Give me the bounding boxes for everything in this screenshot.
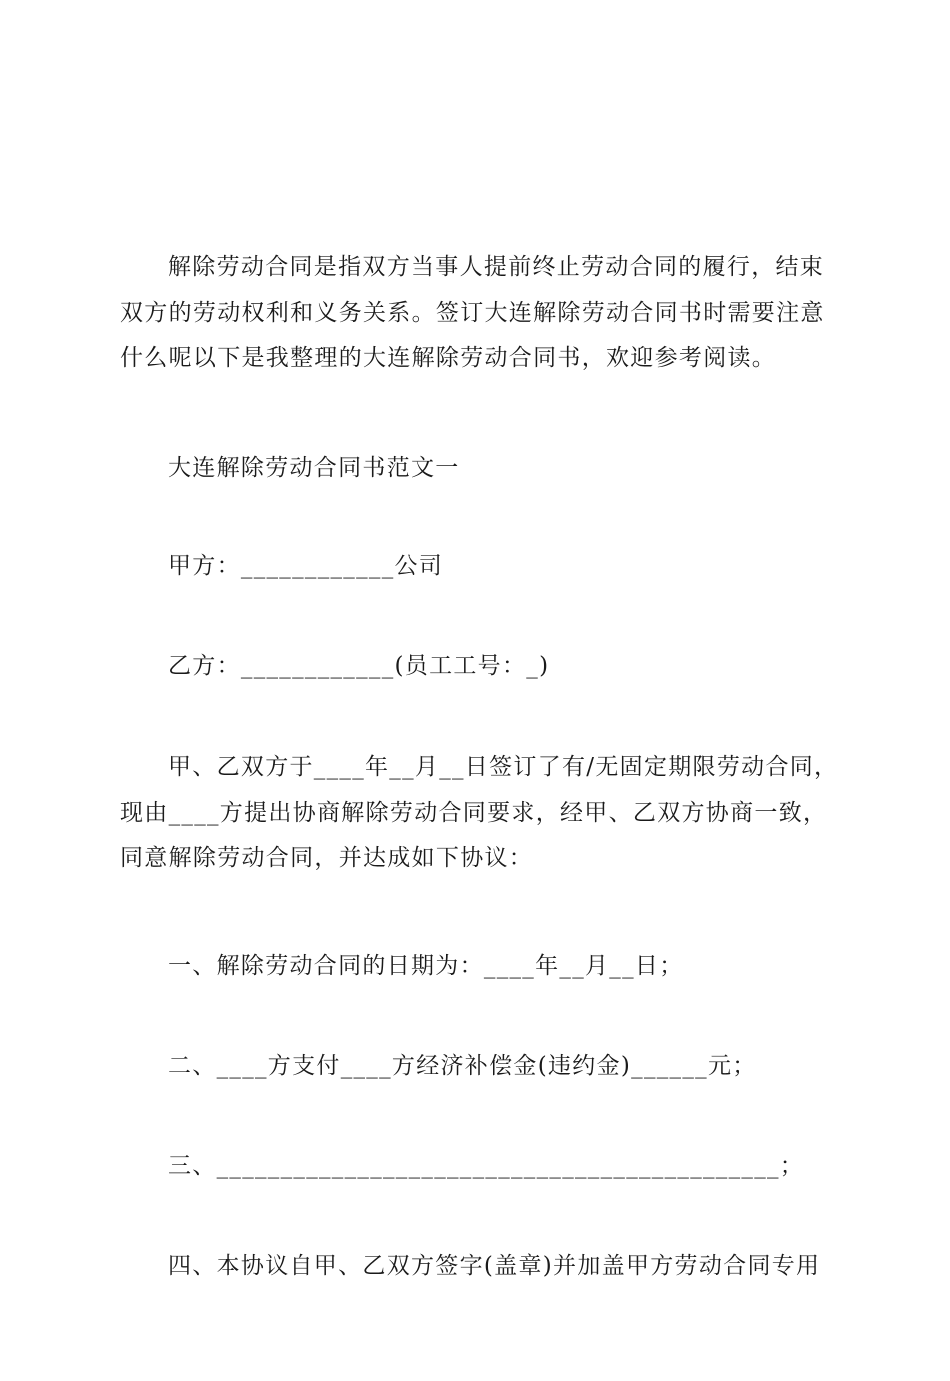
intro-line-2: 双方的劳动权利和义务关系。签订大连解除劳动合同书时需要注意 bbox=[120, 299, 825, 326]
agreement-line-2: 现由____方提出协商解除劳动合同要求，经甲、乙双方协商一致， bbox=[120, 799, 828, 826]
section-title-text: 大连解除劳动合同书范文一 bbox=[168, 455, 460, 481]
agreement-line-1: 甲、乙双方于____年__月__日签订了有/无固定期限劳动合同， bbox=[168, 754, 839, 780]
agreement-line-3: 同意解除劳动合同，并达成如下协议： bbox=[120, 845, 534, 871]
clause-3-text: 三、____________________________________________； bbox=[168, 1153, 805, 1179]
party-a-text: 甲方：____________公司 bbox=[168, 553, 444, 579]
intro-line-3: 什么呢以下是我整理的大连解除劳动合同书，欢迎参考阅读。 bbox=[120, 345, 777, 371]
clause-1-text: 一、解除劳动合同的日期为：____年__月__日； bbox=[168, 953, 684, 979]
clause-2-text: 二、____方支付____方经济补偿金(违约金)______元； bbox=[168, 1053, 757, 1079]
clause-4-text: 四、本协议自甲、乙双方签字(盖章)并加盖甲方劳动合同专用 bbox=[168, 1253, 821, 1279]
intro-line-1: 解除劳动合同是指双方当事人提前终止劳动合同的履行，结束 bbox=[168, 254, 825, 280]
clause-4 bbox=[120, 1153, 835, 1381]
party-b-text: 乙方：____________(员工工号：_) bbox=[168, 653, 550, 679]
